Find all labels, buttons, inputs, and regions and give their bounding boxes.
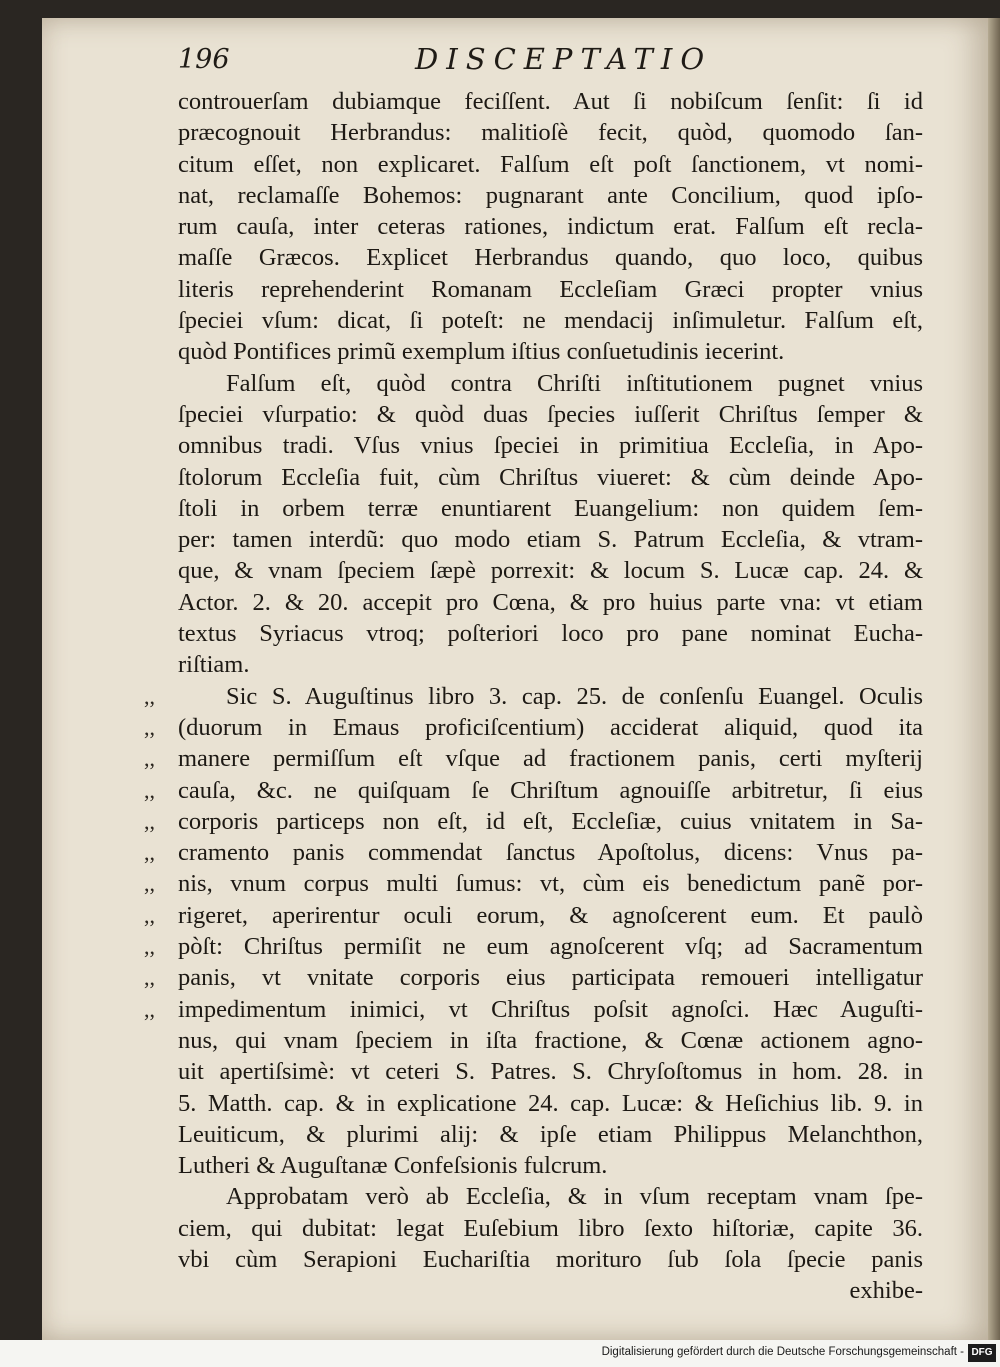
line-text: 5. Matth. cap. & in explicatione 24. cap. Lucæ: & Heſichius lib. 9. in xyxy=(178,1089,923,1117)
text-line xyxy=(178,1150,923,1181)
text-line xyxy=(178,493,923,524)
quotation-marker: ,, xyxy=(144,777,155,803)
line-text: impedimentum inimici, vt Chriſtus poſsit agnoſci. Hæc Auguſti- xyxy=(178,995,923,1023)
line-text: ſtolorum Eccleſia fuit, cùm Chriſtus viueret: & cùm deinde Apo- xyxy=(178,463,923,491)
line-text: controuerſam dubiamque feciſſent. Aut ſi nobiſcum ſenſit: ſi id xyxy=(178,88,923,115)
text-line xyxy=(178,587,923,618)
text-line xyxy=(144,931,923,962)
quotation-marker: ,, xyxy=(144,871,155,897)
line-text: præcognouit Herbrandus: malitioſè fecit, quòd, quomodo ſan- xyxy=(178,119,923,147)
text-line xyxy=(178,555,923,586)
line-text: rigeret, aperirentur oculi eorum, & agnoſcerent eum. Et paulò xyxy=(178,901,923,929)
line-text: textus Syriacus vtroq; poſteriori loco pro pane nominat Eucha- xyxy=(178,620,923,648)
text-line xyxy=(178,430,923,461)
line-text: omnibus tradi. Vſus vnius ſpeciei in primitiua Eccleſia, in Apo- xyxy=(178,432,923,460)
text-line xyxy=(178,117,923,148)
line-text: ſpeciei vſum: dicat, ſi poteſt: ne mendacij inſimuletur. Falſum eſt, xyxy=(178,307,923,335)
line-text: cramento panis commendat ſanctus Apoſtolus, dicens: Vnus pa- xyxy=(178,839,923,867)
text-line xyxy=(178,618,923,649)
line-text: uit apertiſsimè: vt ceteri S. Patres. S. Chryſoſtomus in hom. 28. in xyxy=(178,1058,923,1086)
text-line xyxy=(178,274,923,305)
text-line xyxy=(178,1213,923,1244)
line-text: Sic S. Auguſtinus libro 3. cap. 25. de conſenſu Euangel. Oculis xyxy=(226,682,923,710)
text-line xyxy=(144,681,923,712)
catchword: exhibe- xyxy=(849,1277,923,1305)
line-text: manere permiſſum eſt vſque ad fractionem panis, certi myſterij xyxy=(178,745,923,773)
line-text: ſtoli in orbem terræ enuntiarent Euangelium: non quidem ſem- xyxy=(178,494,923,522)
line-text: corporis particeps non eſt, id eſt, Eccleſiæ, cuius vnitatem in Sa- xyxy=(178,807,923,835)
line-text: rum cauſa, inter ceteras rationes, indictum erat. Falſum eſt recla- xyxy=(178,213,923,241)
quotation-marker: ,, xyxy=(144,683,155,709)
text-line xyxy=(144,900,923,931)
line-text: riſtiam. xyxy=(178,651,250,679)
quotation-marker: ,, xyxy=(144,902,155,928)
text-line xyxy=(144,806,923,837)
line-text: nat, reclamaſſe Bohemos: pugnarant ante Concilium, quod ipſo- xyxy=(178,181,923,209)
dfg-logo: DFG xyxy=(968,1344,996,1362)
line-text: cauſa, &c. ne quiſquam ſe Chriſtum agnouiſſe arbitretur, ſi eius xyxy=(178,776,923,804)
text-line xyxy=(178,1119,923,1150)
text-line xyxy=(178,368,923,399)
body-text xyxy=(144,86,923,1307)
line-text: vbi cùm Serapioni Euchariſtia morituro ſub ſola ſpecie panis xyxy=(178,1245,923,1273)
text-line xyxy=(144,743,923,774)
line-text: citum eſſet, non explicaret. Falſum eſt poſt ſanctionem, vt nomi- xyxy=(178,150,923,178)
text-line xyxy=(144,868,923,899)
line-text: literis reprehenderint Romanam Eccleſiam Græci propter vnius xyxy=(178,275,923,303)
text-line xyxy=(178,149,923,180)
quotation-marker: ,, xyxy=(144,934,155,960)
text-line xyxy=(178,524,923,555)
line-text: ſpeciei vſurpatio: & quòd duas ſpecies iuſſerit Chriſtus ſemper & xyxy=(178,400,923,428)
text-line xyxy=(178,649,923,680)
text-line xyxy=(144,775,923,806)
text-line xyxy=(178,1025,923,1056)
running-title: DISCEPTATIO xyxy=(415,42,713,76)
line-text: Actor. 2. & 20. accepit pro Cœna, & pro huius parte vna: vt etiam xyxy=(178,588,923,616)
line-text: panis, vt vnitate corporis eius participata remoueri intelligatur xyxy=(178,964,923,992)
text-line xyxy=(178,336,923,367)
text-line xyxy=(178,180,923,211)
text-line xyxy=(178,305,923,336)
line-text: nis, vnum corpus multi ſumus: vt, cùm eis benedictum panẽ por- xyxy=(178,870,923,898)
line-text: Leuiticum, & plurimi alij: & ipſe etiam Philippus Melanchthon, xyxy=(178,1120,923,1148)
line-text: que, & vnam ſpeciem ſæpè porrexit: & locum S. Lucæ cap. 24. & xyxy=(178,557,923,585)
page-header xyxy=(178,38,738,78)
text-line xyxy=(178,86,923,117)
text-line xyxy=(178,211,923,242)
line-text: Lutheri & Auguſtanæ Confeſsionis fulcrum. xyxy=(178,1152,608,1180)
quotation-marker: ,, xyxy=(144,808,155,834)
page-number: 196 xyxy=(178,44,230,75)
footer-credit: Digitalisierung gefördert durch die Deutsche Forschungsgemeinschaft - xyxy=(601,1346,964,1358)
text-line xyxy=(178,1056,923,1087)
text-line xyxy=(144,994,923,1025)
quotation-marker: ,, xyxy=(144,840,155,866)
text-line xyxy=(178,1088,923,1119)
text-line xyxy=(178,399,923,430)
line-text: per: tamen interdũ: quo modo etiam S. Patrum Eccleſia, & vtram- xyxy=(178,526,923,554)
line-text: (duorum in Emaus proficiſcentium) acciderat aliquid, quod ita xyxy=(178,713,923,741)
text-line xyxy=(178,242,923,273)
line-text: Approbatam verò ab Eccleſia, & in vſum receptam vnam ſpe- xyxy=(226,1183,923,1211)
text-line xyxy=(144,962,923,993)
line-text: pòſt: Chriſtus permiſit ne eum agnoſcerent vſq; ad Sacramentum xyxy=(178,933,923,961)
quotation-marker: ,, xyxy=(144,965,155,991)
quotation-marker: ,, xyxy=(144,714,155,740)
text-line xyxy=(144,837,923,868)
text-line xyxy=(178,1181,923,1212)
footer-bar xyxy=(0,1340,1000,1367)
text-line xyxy=(144,712,923,743)
text-line xyxy=(178,462,923,493)
quotation-marker: ,, xyxy=(144,996,155,1022)
quotation-marker: ,, xyxy=(144,746,155,772)
line-text: nus, qui vnam ſpeciem in iſta fractione, & Cœnæ actionem agno- xyxy=(178,1026,923,1054)
line-text: maſſe Græcos. Explicet Herbrandus quando, quo loco, quibus xyxy=(178,244,923,272)
line-text: quòd Pontifices primũ exemplum iſtius conſuetudinis iecerint. xyxy=(178,338,785,366)
text-line xyxy=(178,1244,923,1275)
line-text: ciem, qui dubitat: legat Euſebium libro ſexto hiſtoriæ, capite 36. xyxy=(178,1214,923,1242)
book-edge xyxy=(988,18,1000,1340)
line-text: Falſum eſt, quòd contra Chriſti inſtitutionem pugnet vnius xyxy=(226,369,923,397)
